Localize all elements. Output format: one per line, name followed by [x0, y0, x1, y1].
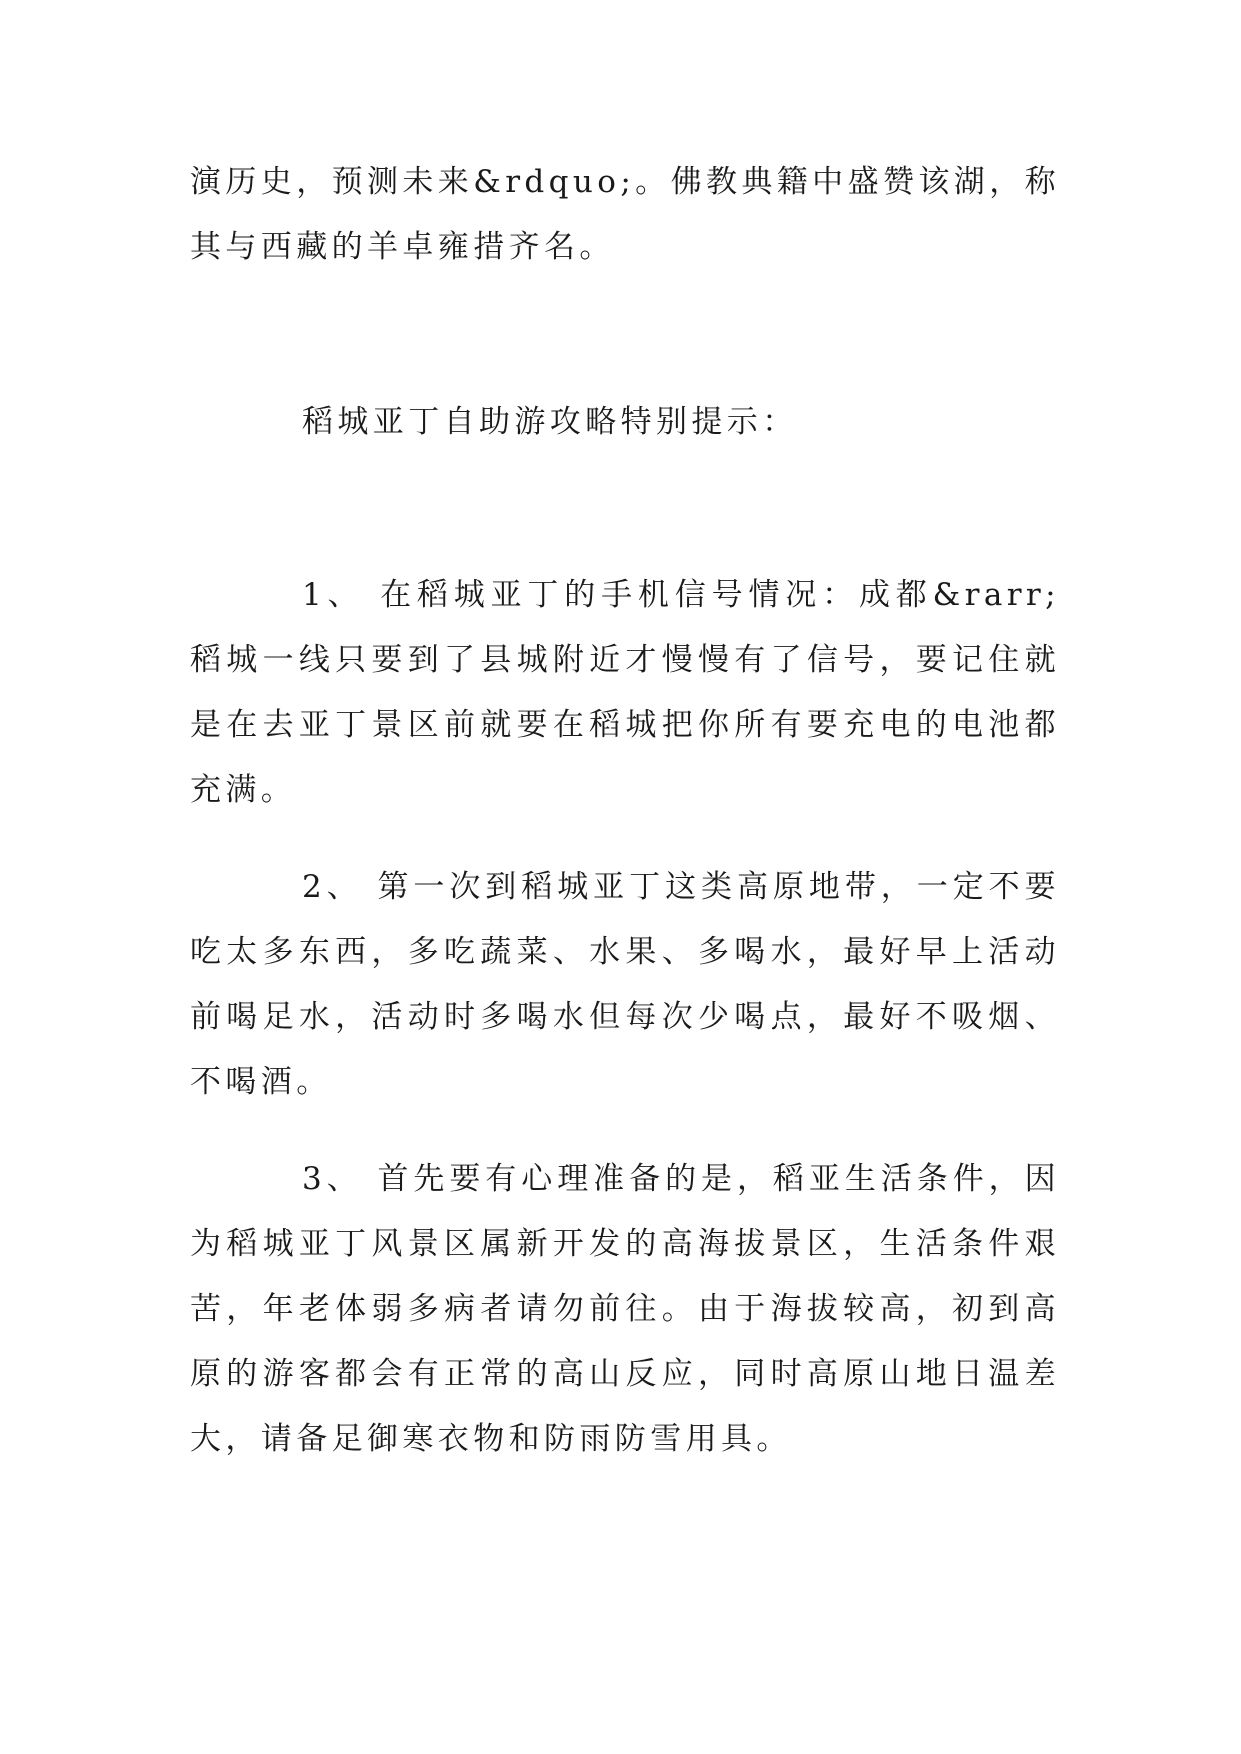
tip-item-2: 2、 第一次到稻城亚丁这类高原地带，一定不要吃太多东西，多吃蔬菜、水果、多喝水，最好早上活动前喝足水，活动时多喝水但每次少喝点，最好不吸烟、不喝酒。 [190, 869, 1060, 1100]
section-heading-tips: 稻城亚丁自助游攻略特别提示： [302, 404, 798, 440]
tip-item-3: 3、 首先要有心理准备的是，稻亚生活条件，因为稻城亚丁风景区属新开发的高海拔景区，生活条件艰苦，年老体弱多病者请勿前往。由于海拔较高，初到高原的游客都会有正常的高山反应，同时高原山地日温差大，请备足御寒衣物和防雨防雪用具。 [190, 1161, 1060, 1457]
tip-item-1: 1、 在稻城亚丁的手机信号情况：成都&rarr;稻城一线只要到了县城附近才慢慢有了信号，要记住就是在去亚丁景区前就要在稻城把你所有要充电的电池都充满。 [190, 577, 1060, 808]
paragraph-lake-description: 演历史，预测未来&rdquo;。佛教典籍中盛赞该湖，称其与西藏的羊卓雍措齐名。 [190, 164, 1060, 265]
